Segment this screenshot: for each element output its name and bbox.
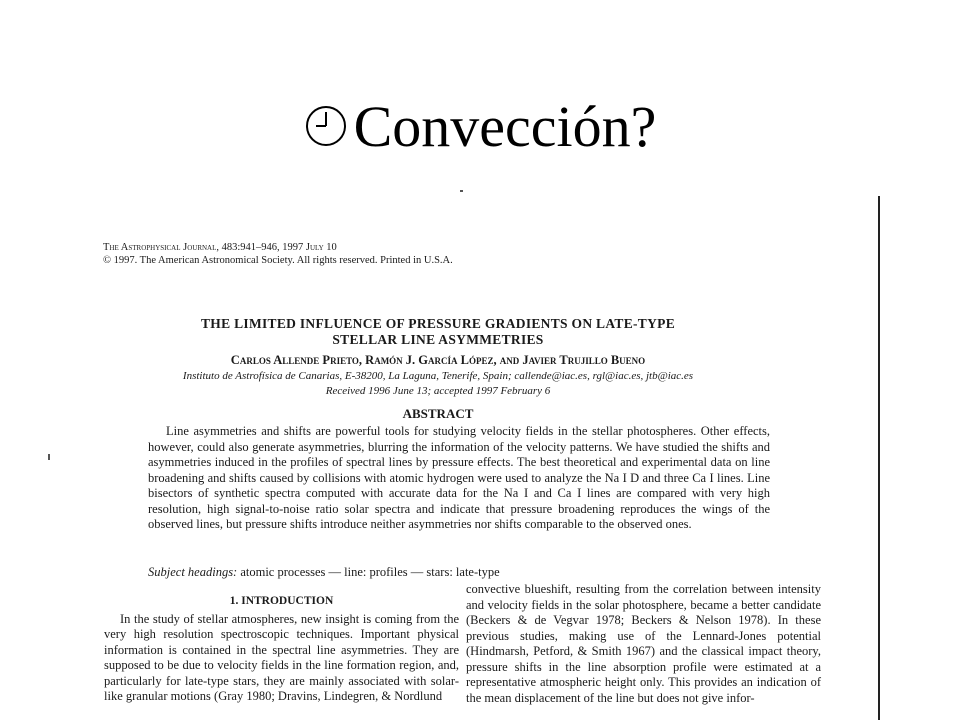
scan-mark <box>48 454 50 460</box>
paper-title-line: THE LIMITED INFLUENCE OF PRESSURE GRADIENTS ON LATE-TYPE <box>201 316 675 331</box>
slide-title-text: Convección? <box>353 94 657 159</box>
intro-paragraph: In the study of stellar atmospheres, new insight is coming from the very high resolution spectroscopic techniques. Important physical information is contained in the spectral line asymmetries. They are supposed to be due to velocity fields in the line formation region, and, particularly for late-type stars, they are mainly associated with solar-like granular motions (Gray 1980; Dravins, Lindegren, & Nordlund <box>104 611 459 703</box>
paper-title <box>48 316 828 348</box>
intro-column-left <box>104 594 459 705</box>
paper-title-line: STELLAR LINE ASYMMETRIES <box>332 332 544 347</box>
scan-edge <box>878 196 880 720</box>
intro-column-right: convective blueshift, resulting from the correlation between intensity and velocity fields in the solar photosphere, became a better candidate (Beckers & de Vegvar 1978; Beckers & Nelson 1978). In these previous studies, making use of the Lennard-Jones potential (Hindmarsh, Petford, & Smith 1967) and the classical impact theory, pressure shifts in the line absorption profile were estimated at a representative atmospheric height only. This provides an indication of the mean displacement of the line but does not give infor- <box>466 582 821 705</box>
journal-citation: The Astrophysical Journal, 483:941–946, 1997 July 10 <box>103 242 337 253</box>
authors: Carlos Allende Prieto, Ramón J. García López, and Javier Trujillo Bueno <box>230 353 646 367</box>
subject-headings <box>148 565 770 580</box>
scan-mark <box>460 190 463 192</box>
slide-title <box>0 92 960 164</box>
subject-label: Subject headings: <box>148 565 238 579</box>
paper-scan <box>48 186 880 720</box>
subject-text: atomic processes — line: profiles — stars: late-type <box>240 565 500 579</box>
section-heading: 1. INTRODUCTION <box>229 595 334 607</box>
copyright-line: © 1997. The American Astronomical Society. All rights reserved. Printed in U.S.A. <box>103 255 453 266</box>
journal-header <box>103 241 453 267</box>
affiliation: Instituto de Astrofísica de Canarias, E-38200, La Laguna, Tenerife, Spain; callende@iac.es, rgl@iac.es, jtb@iac.es <box>182 370 694 382</box>
received-dates: Received 1996 June 13; accepted 1997 February 6 <box>325 385 551 397</box>
clock-icon <box>304 94 348 164</box>
abstract-text: Line asymmetries and shifts are powerful tools for studying velocity fields in the stellar photospheres. Other effects, however, could also generate asymmetries, blurring the information of the velocity patterns. We have studied the shifts and asymmetries induced in the profiles of spectral lines by pressure effects. The best theoretical and experimental data on line broadening and shifts caused by collisions with atomic hydrogen were used to analyze the Na I D and three Ca I lines. Line bisectors of synthetic spectra computed with accurate data for the Na I and Ca I lines are compared with very high resolution, high signal-to-noise ratio solar spectra and indicate that pressure broadening reproduces the wings of the observed lines, but pressure shifts introduce neither asymmetries nor shifts comparable to the observed ones. <box>148 424 770 531</box>
abstract-heading: ABSTRACT <box>402 406 474 421</box>
